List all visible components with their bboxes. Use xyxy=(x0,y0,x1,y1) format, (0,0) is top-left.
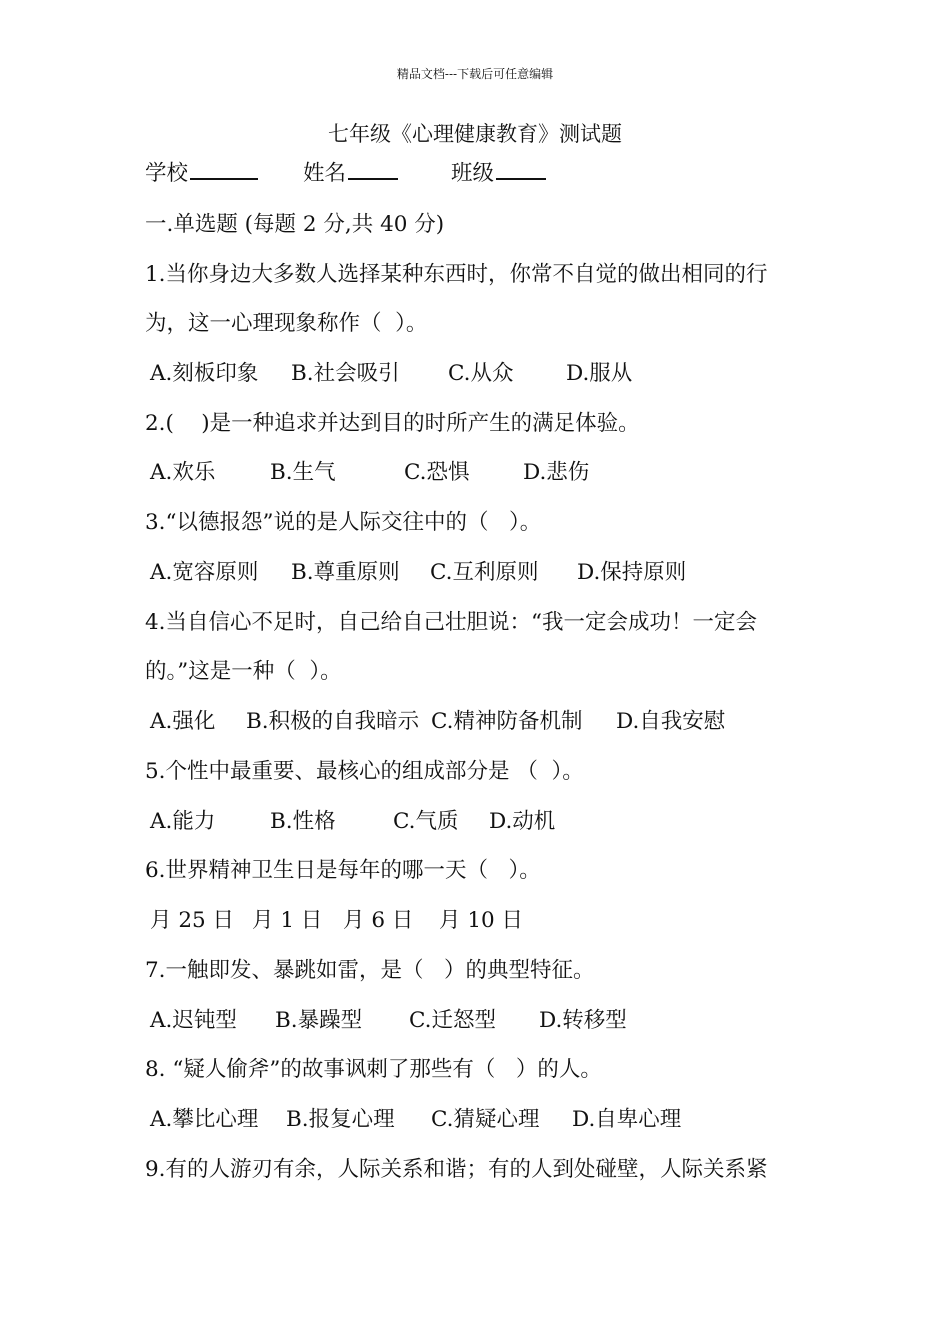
header-note: 精品文档---下载后可任意编辑 xyxy=(396,67,554,81)
q1-option-c: C.从众 xyxy=(448,361,514,386)
question-5-line-1: 5.个性中最重要、最核心的组成部分是 （ ）。 xyxy=(145,759,584,784)
q5-option-a: A.能力 xyxy=(150,809,216,834)
q6-option-2: 月 1 日 xyxy=(252,908,323,933)
q3-option-d: D.保持原则 xyxy=(577,560,687,585)
q7-option-b: B.暴躁型 xyxy=(275,1008,363,1033)
q8-option-a: A.攀比心理 xyxy=(150,1107,259,1132)
q4-option-a: A.强化 xyxy=(150,709,216,734)
page-title: 七年级《心理健康教育》测试题 xyxy=(328,122,622,146)
name-blank xyxy=(348,177,398,180)
question-7-line-1: 7.一触即发、暴跳如雷，是（ ）的典型特征。 xyxy=(145,958,595,983)
q5-option-d: D.动机 xyxy=(489,809,556,834)
question-9-line-1: 9.有的人游刃有余，人际关系和谐；有的人到处碰壁，人际关系紧 xyxy=(145,1157,768,1182)
question-8-line-1: 8. “疑人偷斧”的故事讽刺了那些有（ ）的人。 xyxy=(145,1057,602,1082)
q7-option-a: A.迟钝型 xyxy=(150,1008,237,1033)
school-blank xyxy=(190,177,258,180)
q7-option-d: D.转移型 xyxy=(539,1008,627,1033)
q1-option-b: B.社会吸引 xyxy=(291,361,400,386)
school-label: 学校 xyxy=(145,161,189,186)
q5-option-c: C.气质 xyxy=(393,809,459,834)
q3-option-c: C.互利原则 xyxy=(430,560,539,585)
question-4-line-2: 的。”这是一种（ ）。 xyxy=(145,659,342,684)
question-6-line-1: 6.世界精神卫生日是每年的哪一天（ ）。 xyxy=(145,858,541,883)
q2-option-a: A.欢乐 xyxy=(150,460,216,485)
class-field xyxy=(451,163,546,185)
q2-option-c: C.恐惧 xyxy=(404,460,470,485)
q4-option-c: C.精神防备机制 xyxy=(431,709,583,734)
q6-option-3: 月 6 日 xyxy=(343,908,414,933)
question-4-line-1: 4.当自信心不足时，自己给自己壮胆说：“我一定会成功！一定会 xyxy=(145,610,758,635)
name-field xyxy=(303,163,398,185)
q8-option-c: C.猜疑心理 xyxy=(431,1107,540,1132)
school-field xyxy=(145,163,258,185)
q2-option-d: D.悲伤 xyxy=(523,460,590,485)
section-title: 一.单选题 (每题 2 分,共 40 分) xyxy=(145,212,445,237)
question-3-line-1: 3.“以德报怨”说的是人际交往中的（ ）。 xyxy=(145,510,542,535)
class-blank xyxy=(496,177,546,180)
q3-option-b: B.尊重原则 xyxy=(291,560,400,585)
name-label: 姓名 xyxy=(303,161,347,186)
q2-option-b: B.生气 xyxy=(270,460,336,485)
q8-option-b: B.报复心理 xyxy=(286,1107,395,1132)
q7-option-c: C.迁怒型 xyxy=(409,1008,497,1033)
class-label: 班级 xyxy=(451,161,495,186)
question-1-line-2: 为，这一心理现象称作（ ）。 xyxy=(145,311,428,336)
q6-option-1: 月 25 日 xyxy=(150,908,235,933)
q6-option-4: 月 10 日 xyxy=(439,908,524,933)
q5-option-b: B.性格 xyxy=(270,809,336,834)
question-1-line-1: 1.当你身边大多数人选择某种东西时，你常不自觉的做出相同的行 xyxy=(145,262,768,287)
question-2-line-1: 2.( )是一种追求并达到目的时所产生的满足体验。 xyxy=(145,411,640,436)
q4-option-d: D.自我安慰 xyxy=(616,709,726,734)
q4-option-b: B.积极的自我暗示 xyxy=(246,709,420,734)
q1-option-a: A.刻板印象 xyxy=(150,361,259,386)
q1-option-d: D.服从 xyxy=(566,361,633,386)
q3-option-a: A.宽容原则 xyxy=(150,560,259,585)
q8-option-d: D.自卑心理 xyxy=(572,1107,682,1132)
